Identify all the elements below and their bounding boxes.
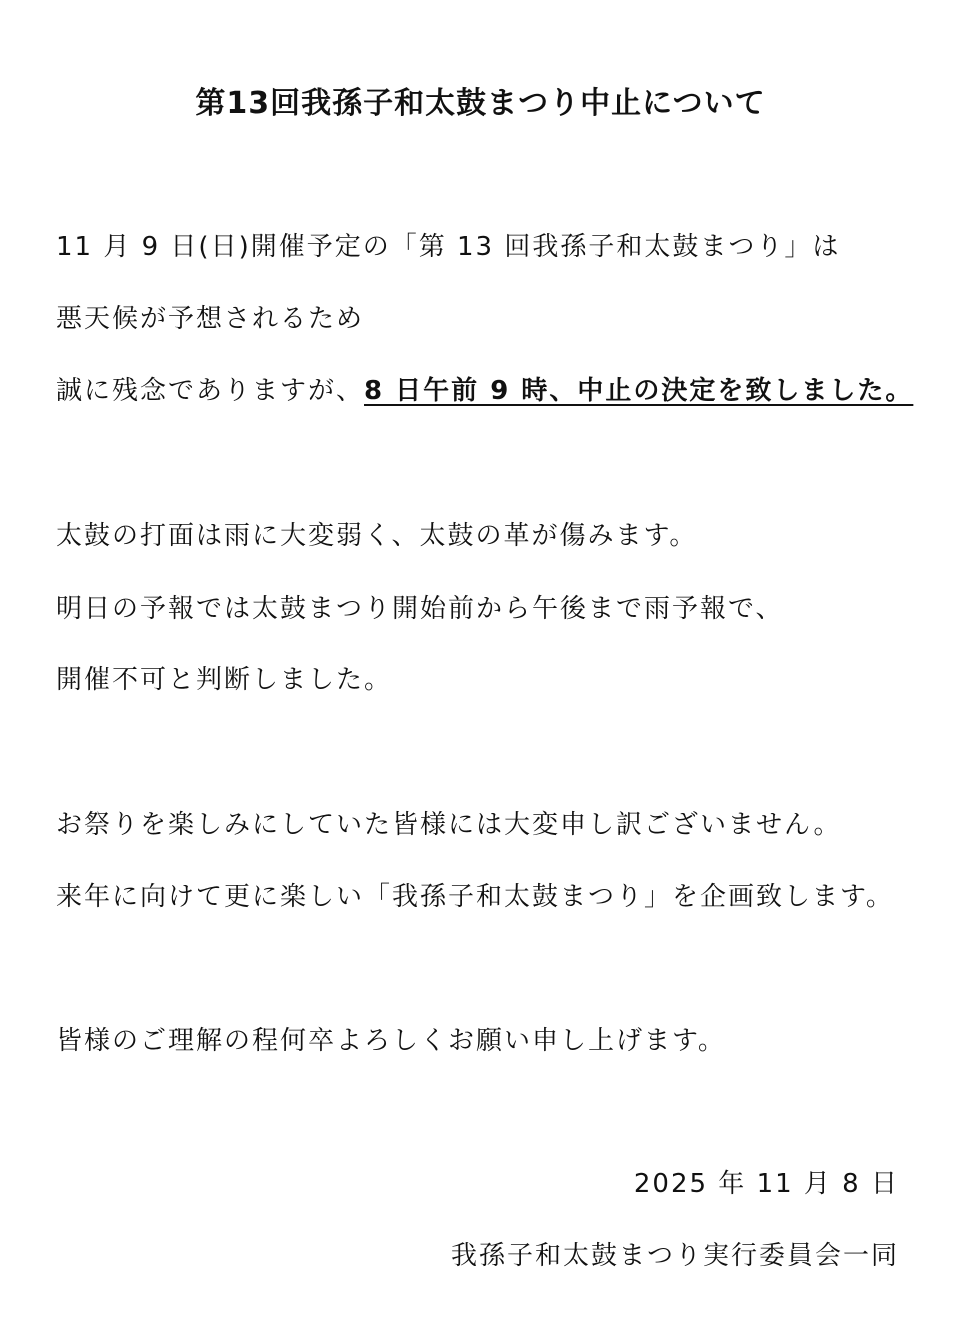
paragraph4-line1: 皆様のご理解の程何卒よろしくお願い申し上げます。 [56,1026,726,1056]
paragraph1-line3-prefix: 誠に残念でありますが、 [56,376,365,406]
notice-title: 第13回我孫子和太鼓まつり中止について [195,86,766,121]
notice-date: 2025 年 11 月 8 日 [633,1169,899,1199]
paragraph2-line2: 明日の予報では太鼓まつり開始前から午後まで雨予報で、 [56,594,784,624]
paragraph2-line3: 開催不可と判断しました。 [56,665,393,695]
cancellation-decision-emphasis: 8 日午前 9 時、中止の決定を致しました。 [364,376,914,406]
organizer-signature: 我孫子和太鼓まつり実行委員会一同 [450,1241,899,1271]
paragraph3-line1: お祭りを楽しみにしていた皆様には大変申し訳ございません。 [56,810,842,840]
paragraph1-line1: 11 月 9 日(日)開催予定の「第 13 回我孫子和太鼓まつり」は [56,232,841,262]
paragraph1-line2: 悪天候が予想されるため [56,304,365,334]
paragraph2-line1: 太鼓の打面は雨に大変弱く、太鼓の革が傷みます。 [56,521,698,551]
paragraph1-line3 [56,370,913,407]
paragraph3-line2: 来年に向けて更に楽しい「我孫子和太鼓まつり」を企画致します。 [56,882,894,912]
